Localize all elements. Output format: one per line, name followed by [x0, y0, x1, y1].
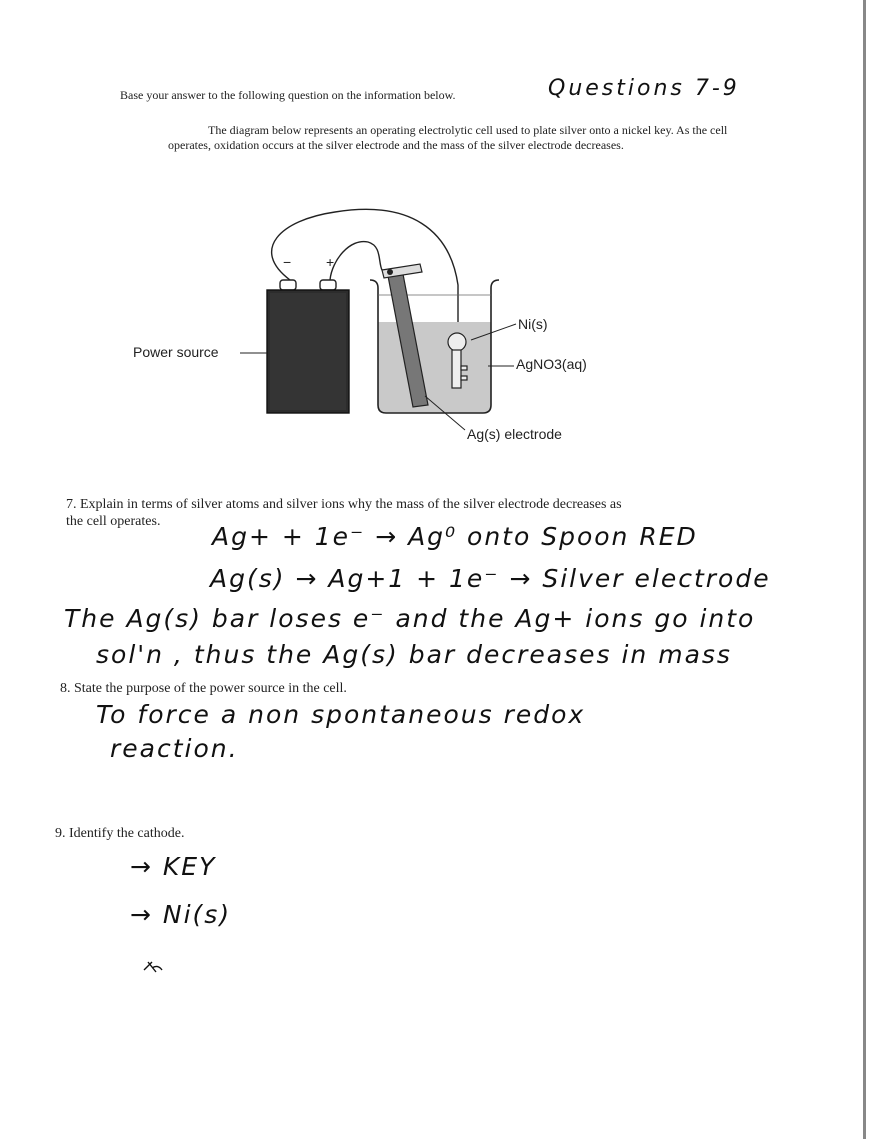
answer-8-line-2: reaction.: [110, 734, 239, 763]
answer-7-line-1: Ag+ + 1e⁻ → Ag⁰ onto Spoon RED: [212, 522, 698, 551]
solution-label: AgNO3(aq): [516, 356, 587, 372]
passage-text: The diagram below represents an operating electrolytic cell used to plate silver onto a nickel key. As the cell operates, oxidation occurs at the silver electrode and the mass of the silver electrode decreases.: [168, 123, 728, 152]
question-9-line-1: 9. Identify the cathode.: [55, 826, 185, 841]
handwritten-title: Questions 7-9: [548, 76, 740, 101]
wire-positive: [330, 242, 382, 280]
answer-8-line-1: To force a non spontaneous redox: [96, 700, 586, 729]
answer-7-line-3: The Ag(s) bar loses e⁻ and the Ag+ ions go into: [64, 604, 756, 633]
intro-text: Base your answer to the following question on the information below.: [120, 88, 456, 102]
battery-terminal-positive: [320, 280, 336, 290]
answer-9-line-2: → Ni(s): [130, 900, 232, 929]
nickel-label: Ni(s): [518, 316, 548, 332]
plus-label: +: [326, 254, 335, 270]
question-8-line-1: 8. State the purpose of the power source in the cell.: [60, 681, 347, 696]
solution-fill: [378, 322, 491, 413]
question-7-line-1: 7. Explain in terms of silver atoms and silver ions why the mass of the silver electrode decreases as: [66, 497, 622, 512]
scan-edge: [863, 0, 866, 1139]
answer-9-line-1: → KEY: [130, 852, 217, 881]
battery-terminal-negative: [280, 280, 296, 290]
electrode-label: Ag(s) electrode: [467, 426, 562, 442]
pen-scribble: [142, 958, 166, 978]
answer-7-line-2: Ag(s) → Ag+1 + 1e⁻ → Silver electrode: [210, 564, 771, 593]
answer-7-line-4: sol'n , thus the Ag(s) bar decreases in mass: [96, 640, 732, 669]
power-source-label: Power source: [133, 344, 219, 360]
question-7-line-2: the cell operates.: [66, 514, 161, 529]
minus-label: −: [283, 254, 292, 270]
